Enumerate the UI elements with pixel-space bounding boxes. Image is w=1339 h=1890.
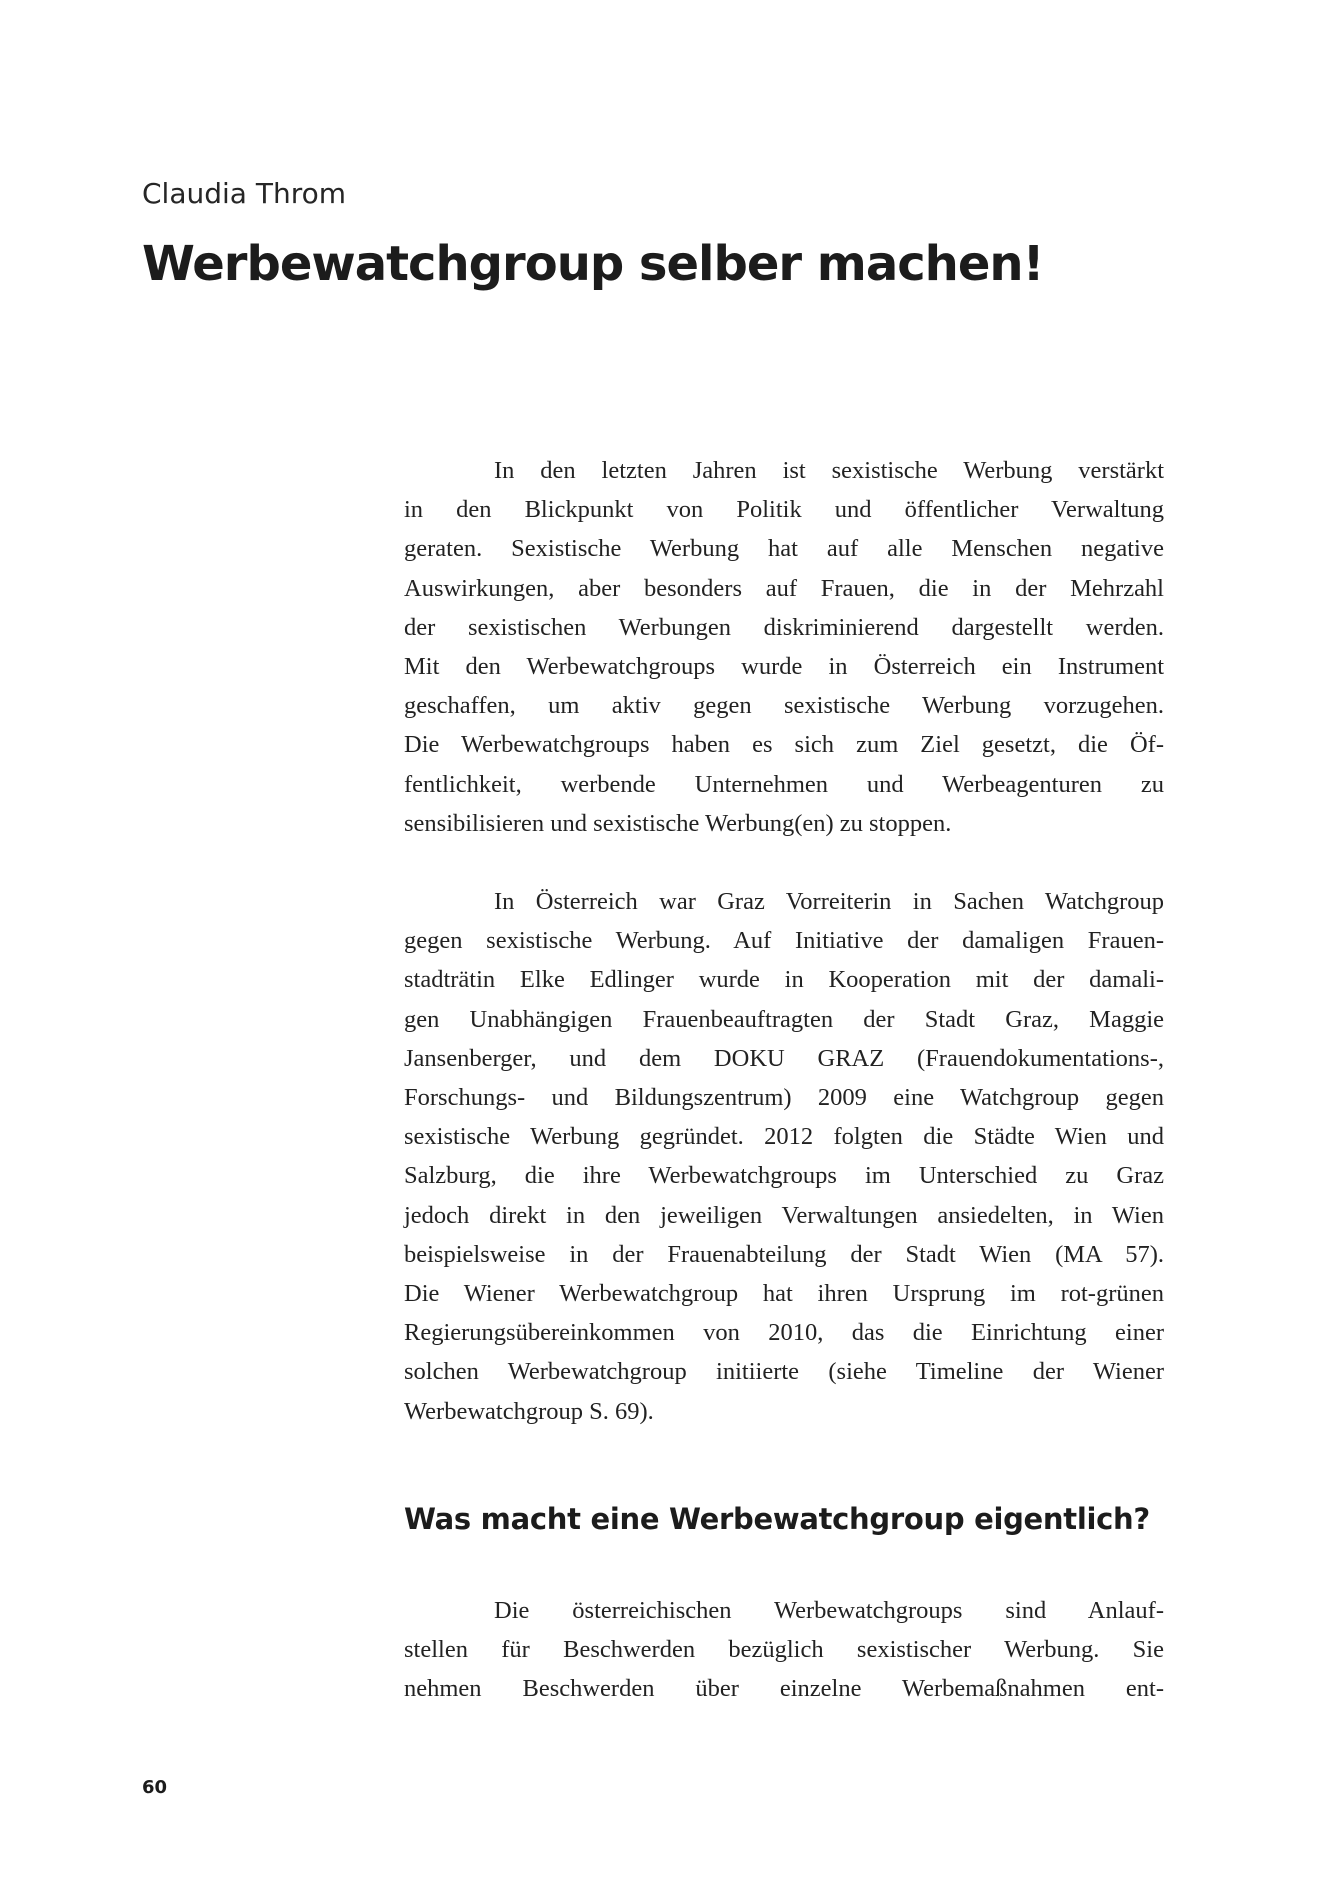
text-line: stadträtin Elke Edlinger wurde in Kooperation mit der damali- <box>404 966 1164 994</box>
body-paragraph-2 <box>404 882 1164 1431</box>
text-line: solchen Werbewatchgroup initiierte (siehe Timeline der Wiener <box>404 1358 1164 1386</box>
text-line: Forschungs- und Bildungszentrum) 2009 eine Watchgroup gegen <box>404 1084 1164 1112</box>
text-line: In Österreich war Graz Vorreiterin in Sachen Watchgroup <box>494 888 1164 916</box>
text-line: Jansenberger, und dem DOKU GRAZ (Frauendokumentations-, <box>404 1044 1164 1072</box>
text-line: Die österreichischen Werbewatchgroups sind Anlauf- <box>494 1596 1164 1624</box>
text-line: Salzburg, die ihre Werbewatchgroups im Unterschied zu Graz <box>404 1162 1164 1190</box>
text-line: gegen sexistische Werbung. Auf Initiative der damaligen Frauen- <box>404 927 1164 955</box>
text-line: der sexistischen Werbungen diskriminierend dargestellt werden. <box>404 613 1164 641</box>
text-line: sensibilisieren und sexistische Werbung(en) zu stoppen. <box>404 809 952 837</box>
chapter-title: Werbewatchgroup selber machen! <box>142 236 1044 292</box>
section-heading: Was macht eine Werbewatchgroup eigentlich? <box>404 1501 1150 1536</box>
page-number: 60 <box>142 1777 168 1798</box>
text-line: nehmen Beschwerden über einzelne Werbemaßnahmen ent- <box>404 1675 1164 1703</box>
text-line: jedoch direkt in den jeweiligen Verwaltungen ansiedelten, in Wien <box>404 1201 1164 1229</box>
text-line: geschaffen, um aktiv gegen sexistische Werbung vorzugehen. <box>404 692 1164 720</box>
text-line: Mit den Werbewatchgroups wurde in Österreich ein Instrument <box>404 653 1164 681</box>
body-paragraph-1 <box>404 451 1164 843</box>
text-line: Werbewatchgroup S. 69). <box>404 1397 654 1425</box>
text-line: fentlichkeit, werbende Unternehmen und Werbeagenturen zu <box>404 770 1164 798</box>
text-line: Die Wiener Werbewatchgroup hat ihren Ursprung im rot-grünen <box>404 1280 1164 1308</box>
text-line: stellen für Beschwerden bezüglich sexistischer Werbung. Sie <box>404 1636 1164 1664</box>
text-line: beispielsweise in der Frauenabteilung der Stadt Wien (MA 57). <box>404 1240 1164 1268</box>
body-column <box>404 451 1164 1708</box>
text-line: sexistische Werbung gegründet. 2012 folgten die Städte Wien und <box>404 1123 1164 1151</box>
text-line: In den letzten Jahren ist sexistische Werbung verstärkt <box>494 457 1164 484</box>
text-line: Regierungsübereinkommen von 2010, das die Einrichtung einer <box>404 1319 1164 1347</box>
body-paragraph-3 <box>404 1591 1164 1709</box>
text-line: Die Werbewatchgroups haben es sich zum Ziel gesetzt, die Öf- <box>404 731 1164 759</box>
text-line: geraten. Sexistische Werbung hat auf alle Menschen negative <box>404 535 1164 563</box>
text-line: gen Unabhängigen Frauenbeauftragten der Stadt Graz, Maggie <box>404 1005 1164 1033</box>
text-line: Auswirkungen, aber besonders auf Frauen, die in der Mehrzahl <box>404 574 1164 602</box>
text-line: in den Blickpunkt von Politik und öffentlicher Verwaltung <box>404 496 1164 524</box>
author-name: Claudia Throm <box>142 177 346 210</box>
